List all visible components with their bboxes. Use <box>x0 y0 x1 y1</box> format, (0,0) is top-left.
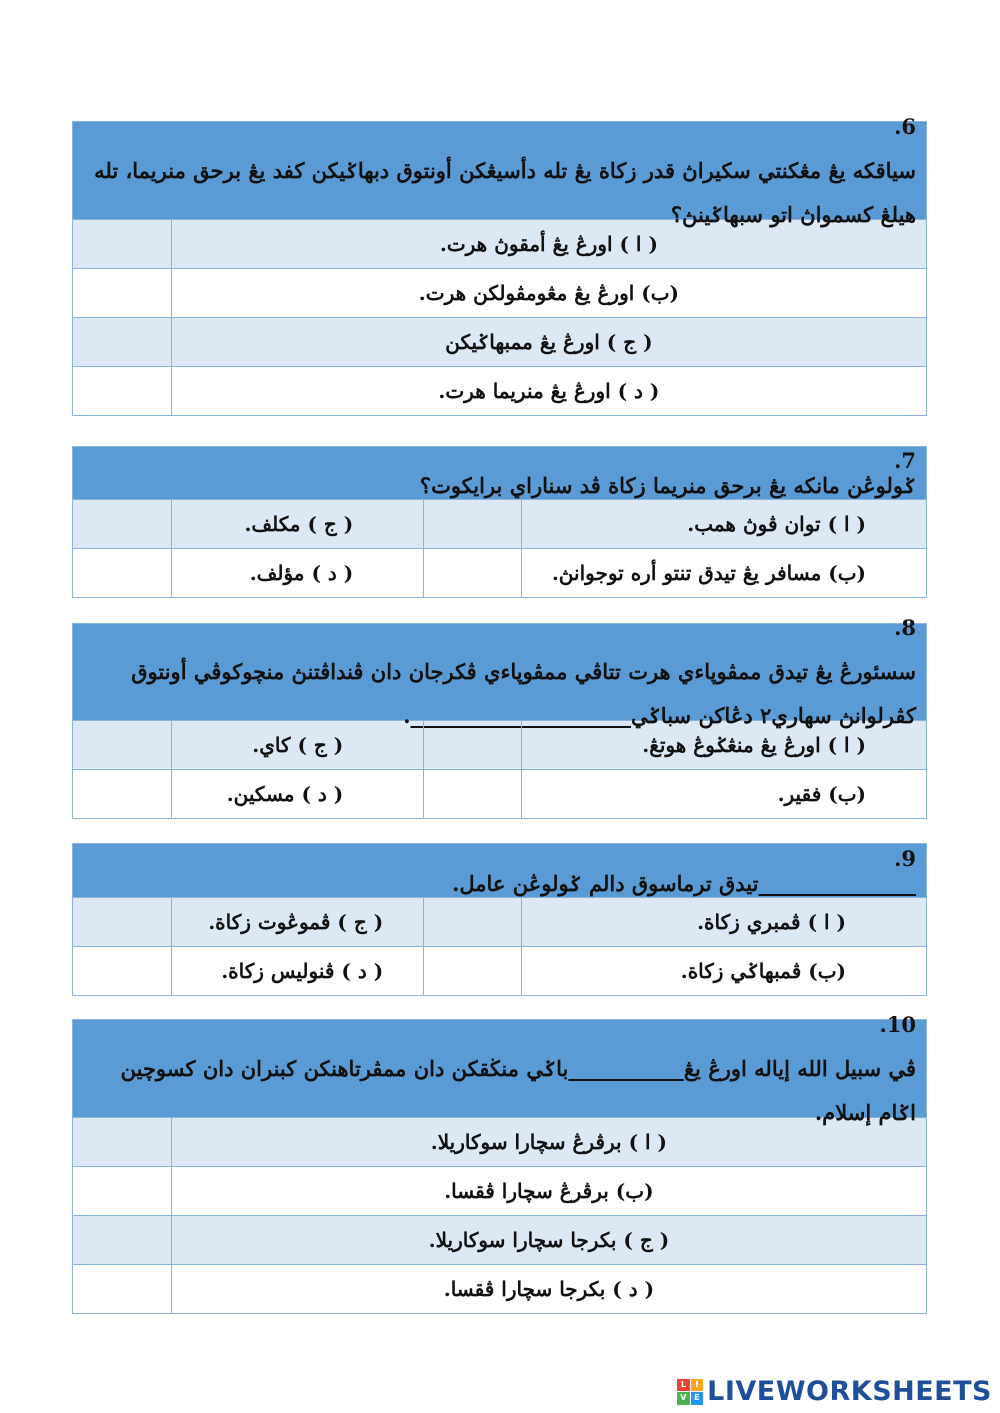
option-label: ( د ) اورڠ يڠ منريما هرت. <box>171 367 926 415</box>
question-number: 8. <box>894 615 916 640</box>
option-row[interactable] <box>73 946 926 995</box>
option-label: (ب) اورڠ يڠ مڠومڤولكن هرت. <box>171 269 926 317</box>
question-10 <box>72 1011 927 1314</box>
question-text: سسئورڠ يڠ تيدق ممڤوڽاءي هرت تتاڤي ممڤوڽاءي ڤكرجان دان ڤنداڤتنڽ منچوكوڤي أونتوق كڤرلوانڽ سهاري٢ دڠاكن سباݢي_____________________. <box>131 659 916 728</box>
answer-box[interactable] <box>73 898 171 946</box>
option-label: ( ج ) كاي. <box>171 721 424 769</box>
answer-box[interactable] <box>73 721 171 769</box>
answer-box[interactable] <box>423 721 521 769</box>
question-text: ݢولوڠن مانكه يڠ برحق منريما زكاة ڤد سناراي برايكوت؟ <box>419 473 916 498</box>
liveworksheets-logo-icon: L I V E <box>677 1379 703 1405</box>
question-6 <box>72 113 927 416</box>
option-row[interactable] <box>73 769 926 818</box>
option-row[interactable] <box>73 548 926 597</box>
answer-box[interactable] <box>423 500 521 548</box>
question-number: 9. <box>894 845 916 871</box>
answer-box[interactable] <box>73 220 171 268</box>
question-9-prompt <box>73 844 926 897</box>
option-label: ( ا ) ڤمبري زكاة. <box>521 898 926 946</box>
question-text: ڤي سبيل الله إياله اورڠ يڠ___________باݢي منڬقكن دان ممڤرتاهنكن كبنران دان كسوچين اݢام إسلام. <box>120 1055 916 1125</box>
option-row[interactable] <box>73 1166 926 1215</box>
option-row[interactable] <box>73 268 926 317</box>
option-row[interactable] <box>73 1264 926 1313</box>
answer-box[interactable] <box>73 549 171 597</box>
option-label: ( د ) مسكين. <box>171 770 424 818</box>
question-text: _______________تيدق ترماسوق دالم ݢولوڠن عامل. <box>452 870 916 896</box>
option-label: ( ج ) بكرجا سچارا سوكاريلا. <box>171 1216 926 1264</box>
question-6-prompt <box>73 113 926 227</box>
option-label: ( د ) مؤلف. <box>171 549 424 597</box>
question-number: 7. <box>894 448 916 473</box>
question-8 <box>72 615 927 819</box>
option-label: (ب) مسافر يڠ تيدق تنتو أره توجوانڽ. <box>521 549 926 597</box>
answer-box[interactable] <box>73 269 171 317</box>
question-9 <box>72 843 927 996</box>
answer-box[interactable] <box>73 947 171 995</box>
option-row[interactable] <box>73 366 926 415</box>
question-7 <box>72 446 927 598</box>
answer-box[interactable] <box>423 770 521 818</box>
question-number: 10. <box>879 1011 916 1037</box>
option-row[interactable] <box>73 1117 926 1166</box>
option-label: ( د ) بكرجا سچارا ڤقسا. <box>171 1265 926 1313</box>
answer-box[interactable] <box>73 367 171 415</box>
option-label: (ب) فقير. <box>521 770 926 818</box>
question-7-prompt <box>73 447 926 499</box>
question-text: سياقكه يڠ مڠكنتي سكيراڽ قدر زكاة يڠ تله دأسيڠكن أونتوق دبهاݢيكن كفد يڠ برحق منريما، تله هيلڠ كسمواڽ اتو سبهاݢينڽ؟ <box>94 157 916 227</box>
logo-text: LIVEWORKSHEETS <box>707 1376 992 1407</box>
option-label: ( ا ) اورڠ يڠ منڠݢوڠ هوتڠ. <box>521 721 926 769</box>
option-label: ( ج ) ڤموڠوت زكاة. <box>171 898 423 946</box>
answer-box[interactable] <box>423 947 521 995</box>
option-label: ( ا ) برڤرڠ سچارا سوكاريلا. <box>171 1118 926 1166</box>
option-label: (ب) ڤمبهاݢي زكاة. <box>521 947 926 995</box>
answer-box[interactable] <box>73 500 171 548</box>
option-label: ( ج ) اورڠ يڠ ممبهاݢيكن <box>171 318 926 366</box>
option-label: (ب) برڤرڠ سچارا ڤقسا. <box>171 1167 926 1215</box>
answer-box[interactable] <box>423 898 521 946</box>
question-8-prompt <box>73 615 926 728</box>
option-label: ( ا ) اورڠ يڠ أمقوڽ هرت. <box>171 220 926 268</box>
answer-box[interactable] <box>73 1118 171 1166</box>
option-row[interactable] <box>73 897 926 946</box>
option-row[interactable] <box>73 499 926 548</box>
option-row[interactable] <box>73 720 926 769</box>
option-row[interactable] <box>73 1215 926 1264</box>
option-label: ( د ) ڤنوليس زكاة. <box>171 947 423 995</box>
option-label: ( ا ) توان ڤوڽ همب. <box>521 500 926 548</box>
answer-box[interactable] <box>73 1167 171 1215</box>
answer-box[interactable] <box>73 1216 171 1264</box>
liveworksheets-logo <box>677 1376 992 1407</box>
answer-box[interactable] <box>423 549 521 597</box>
option-label: ( ج ) مكلف. <box>171 500 424 548</box>
option-row[interactable] <box>73 317 926 366</box>
option-row[interactable] <box>73 219 926 268</box>
question-10-prompt <box>73 1011 926 1125</box>
question-number: 6. <box>894 113 916 139</box>
answer-box[interactable] <box>73 318 171 366</box>
answer-box[interactable] <box>73 1265 171 1313</box>
answer-box[interactable] <box>73 770 171 818</box>
